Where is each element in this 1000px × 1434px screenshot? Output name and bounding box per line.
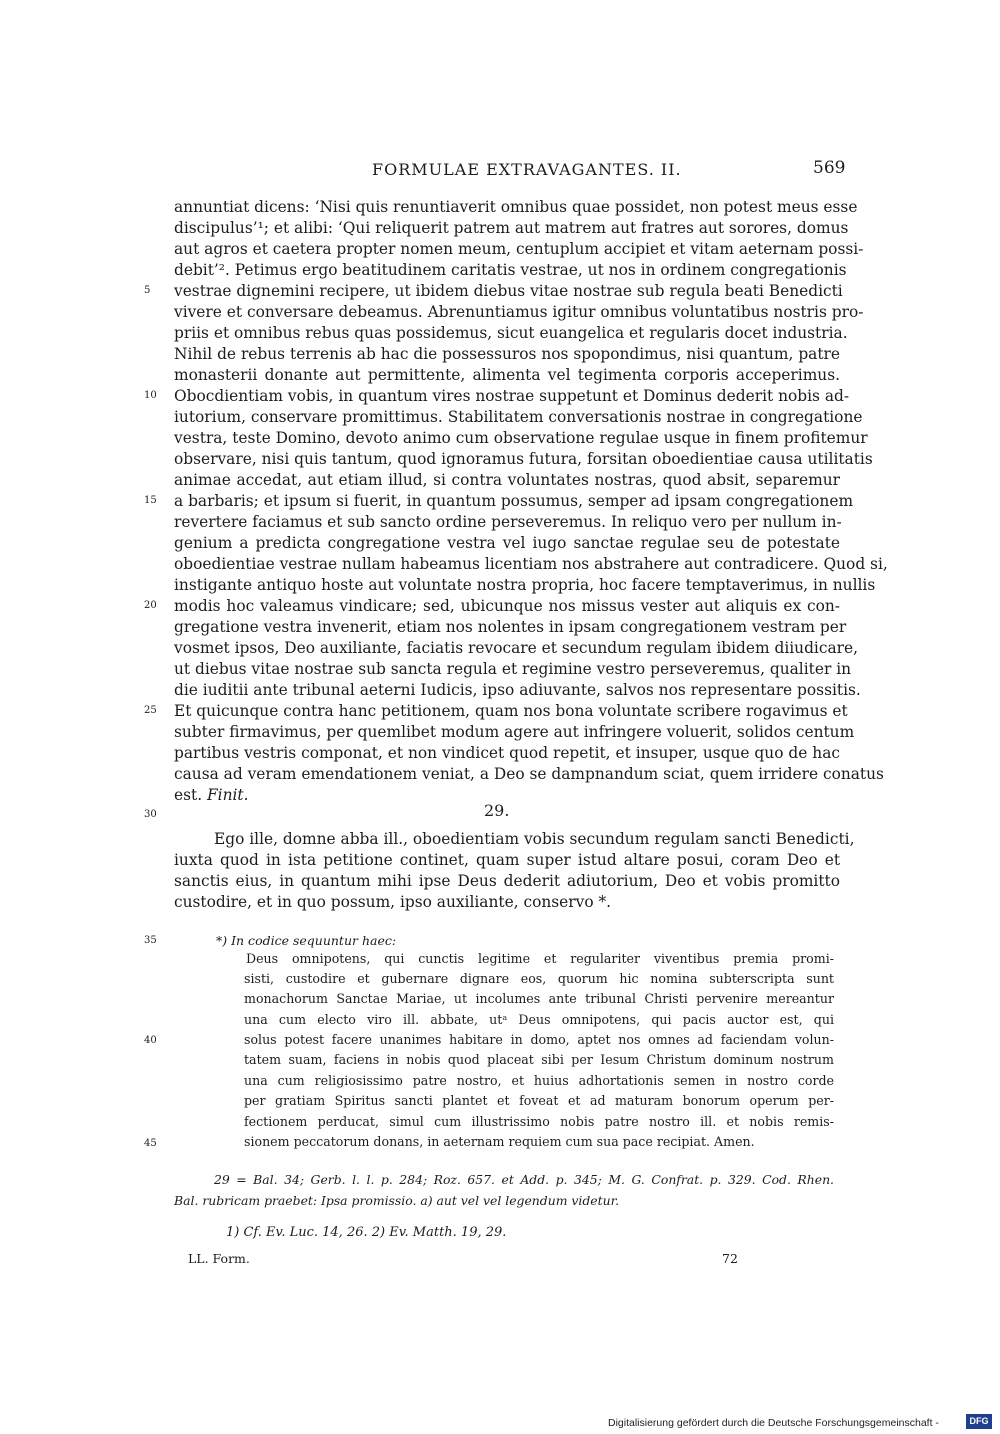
text-line: Nihil de rebus terrenis ab hac die possessuros nos spopondimus, nisi quantum, patre — [174, 345, 840, 363]
text-line: discipulus’¹; et alibi: ‘Qui reliquerit patrem aut matrem aut fratres aut sorores, domus — [174, 219, 849, 237]
text-line: revertere faciamus et sub sancto ordine perseveremus. In reliquo vero per nullum in- — [174, 513, 842, 531]
finit-mark: Finit. — [207, 786, 249, 804]
text-line: custodire, et in quo possum, ipso auxiliante, conservo *. — [174, 893, 612, 911]
text-line: vestrae dignemini recipere, ut ibidem diebus vitae nostrae sub regula beati Benedicti — [174, 282, 843, 300]
text-line: vivere et conversare debeamus. Abrenuntiamus igitur omnibus voluntatibus nostris pro- — [174, 303, 864, 321]
section-number: 29. — [484, 801, 510, 820]
footnote-line: sionem peccatorum donans, in aeternam requiem cum sua pace recipiat. Amen. — [244, 1134, 755, 1149]
line-number: 10 — [144, 390, 157, 401]
text-line: Obocdientiam vobis, in quantum vires nostrae suppetunt et Dominus dederit nobis ad- — [174, 387, 850, 405]
text-end: est. — [174, 786, 203, 804]
line-number: 40 — [144, 1035, 157, 1046]
text-line: annuntiat dicens: ‘Nisi quis renuntiaverit omnibus quae possidet, non potest meus esse — [174, 198, 858, 216]
text-line: priis et omnibus rebus quas possidemus, sicut euangelica et regularis docet industria. — [174, 324, 848, 342]
footnote-line: una cum religiosissimo patre nostro, et huius adhortationis semen in nostro corde — [244, 1073, 834, 1088]
footnote-line: per gratiam Spiritus sancti plantet et foveat et ad maturam bonorum operum per- — [244, 1093, 834, 1108]
text-line: iuxta quod in ista petitione continet, quam super istud altare posui, coram Deo et — [174, 851, 840, 869]
variant-note: 29 = Bal. 34; Gerb. l. l. p. 284; Roz. 657. et Add. p. 345; M. G. Confrat. p. 329. Cod. Rhen. — [214, 1172, 834, 1187]
running-head-title: FORMULAE EXTRAVAGANTES. II. — [372, 160, 682, 179]
text-line: subter firmavimus, per quemlibet modum agere aut infringere voluerit, solidos centum — [174, 723, 855, 741]
text-line: ut diebus vitae nostrae sub sancta regula et regimine vestro perseveremus, qualiter in — [174, 660, 852, 678]
footnote-line: una cum electo viro ill. abbate, utᵃ Deus omnipotens, qui pacis auctor est, qui — [244, 1012, 834, 1027]
line-number: 45 — [144, 1138, 157, 1149]
text-line: sanctis eius, in quantum mihi ipse Deus dederit adiutorium, Deo et vobis promitto — [174, 872, 840, 890]
text-line: instigante antiquo hoste aut voluntate nostra propria, hoc facere temptaverimus, in nullis — [174, 576, 876, 594]
source-notes: 1) Cf. Ev. Luc. 14, 26. 2) Ev. Matth. 19, 29. — [226, 1225, 507, 1240]
text-line: genium a predicta congregatione vestra vel iugo sanctae regulae seu de potestate — [174, 534, 840, 552]
dfg-logo: DFG — [966, 1414, 992, 1429]
text-line: debit’². Petimus ergo beatitudinem caritatis vestrae, ut nos in ordinem congregationis — [174, 261, 847, 279]
variant-note: Bal. rubricam praebet: Ipsa promissio. a) aut vel vel legendum videtur. — [174, 1193, 620, 1208]
footnote-line: monachorum Sanctae Mariae, ut incolumes ante tribunal Christi pervenire mereantur — [244, 991, 834, 1006]
text-line: iutorium, conservare promittimus. Stabilitatem conversationis nostrae in congregatione — [174, 408, 863, 426]
footnote-line: tatem suam, faciens in nobis quod placeat sibi per Iesum Christum dominum nostrum — [244, 1052, 834, 1067]
text-line: Ego ille, domne abba ill., oboedientiam vobis secundum regulam sancti Benedicti, — [214, 830, 855, 848]
footnote-intro: *) In codice sequuntur haec: — [216, 933, 397, 948]
text-line: partibus vestris componat, et non vindicet quod repetit, et insuper, usque quo de hac — [174, 744, 840, 762]
line-number: 20 — [144, 600, 157, 611]
text-line: a barbaris; et ipsum si fuerit, in quantum possumus, semper ad ipsam congregationem — [174, 492, 854, 510]
footnote-line: sisti, custodire et gubernare dignare eos, quorum hic nomina subterscripta sunt — [244, 971, 834, 986]
page-number: 569 — [813, 158, 846, 178]
line-number: 30 — [144, 809, 157, 820]
line-number: 35 — [144, 935, 157, 946]
text-line: modis hoc valeamus vindicare; sed, ubicunque nos missus vester aut aliquis ex con- — [174, 597, 840, 615]
text-line: monasterii donante aut permittente, alimenta vel tegimenta corporis acceperimus. — [174, 366, 840, 384]
footnote-line: fectionem perducat, simul cum illustrissimo nobis patre nostro ill. et nobis remis- — [244, 1114, 834, 1129]
sheet-number: 72 — [722, 1251, 738, 1266]
text-line: observare, nisi quis tantum, quod ignoramus futura, forsitan oboedientiae causa utilitatis — [174, 450, 873, 468]
text-line: aut agros et caetera propter nomen meum, centuplum accipiet et vitam aeternam possi- — [174, 240, 864, 258]
text-line: vosmet ipsos, Deo auxiliante, faciatis revocare et secundum regulam ibidem diiudicare, — [174, 639, 859, 657]
text-line: Et quicunque contra hanc petitionem, quam nos bona voluntate scribere rogavimus et — [174, 702, 848, 720]
line-number: 5 — [144, 285, 151, 296]
footnote-line: solus potest facere unanimes habitare in domo, aptet nos omnes ad faciendam volun- — [244, 1032, 834, 1047]
text-line: vestra, teste Domino, devoto animo cum observatione regulae usque in finem profitemur — [174, 429, 868, 447]
text-line: die iuditii ante tribunal aeterni Iudicis, ipso adiuvante, salvos nos representare possitis. — [174, 681, 861, 699]
text-line: gregatione vestra invenerit, etiam nos nolentes in ipsam congregationem vestram per — [174, 618, 847, 636]
text-line: oboedientiae vestrae nullam habeamus licentiam nos abstrahere aut contradicere. Quod si, — [174, 555, 888, 573]
line-number: 15 — [144, 495, 157, 506]
text-line: causa ad veram emendationem veniat, a Deo se dampnandum sciat, quem irridere conatus — [174, 765, 884, 783]
text-line: animae accedat, aut etiam illud, si contra voluntates nostras, quod absit, separemur — [174, 471, 840, 489]
signature-mark: LL. Form. — [188, 1251, 250, 1266]
footnote-line: Deus omnipotens, qui cunctis legitime et regulariter viventibus premia promi- — [246, 951, 834, 966]
line-number: 25 — [144, 705, 157, 716]
funding-credit: Digitalisierung gefördert durch die Deutsche Forschungsgemeinschaft - — [608, 1417, 939, 1429]
